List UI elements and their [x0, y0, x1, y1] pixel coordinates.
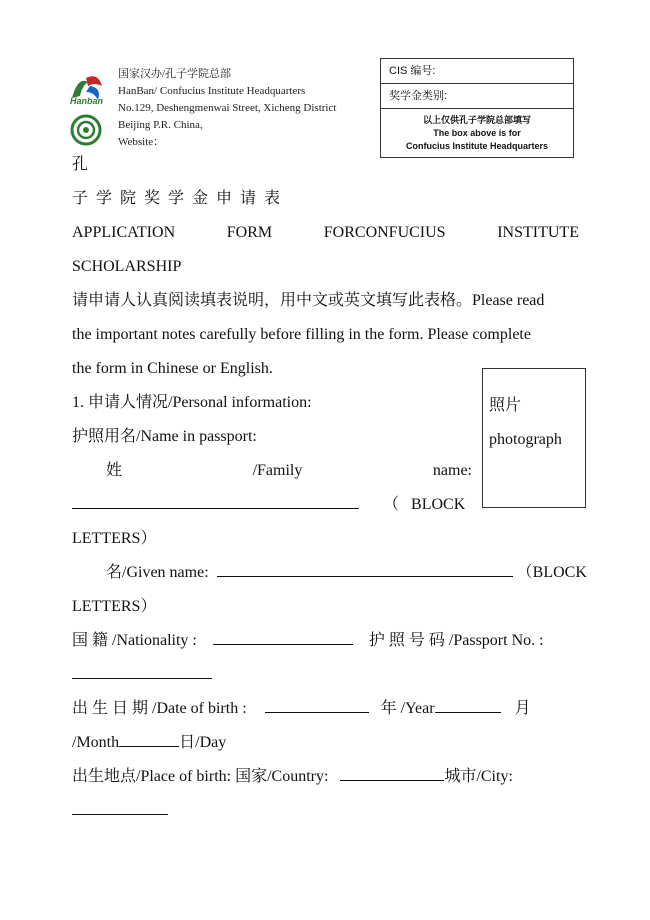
- dob-month-label: /Month: [72, 734, 120, 751]
- title-cn: 子 学 院 奖 学 金 申 请 表: [72, 190, 283, 207]
- hanban-logo-text: Hanban: [70, 96, 104, 106]
- office-use-note: [381, 109, 573, 153]
- cis-number-field[interactable]: [381, 59, 573, 84]
- nationality-input[interactable]: [213, 628, 353, 645]
- title-first-char: 孔: [72, 156, 89, 173]
- pob-city-input[interactable]: [72, 798, 168, 815]
- org-address: No.129, Deshengmenwai Street, Xicheng District: [118, 102, 337, 114]
- family-open-paren: （: [383, 496, 400, 513]
- photo-label-en: photograph: [489, 431, 562, 448]
- title-en-line1: [72, 216, 579, 250]
- dob-month-cn-label: 月: [514, 700, 531, 717]
- nationality-label: 国 籍 /Nationality :: [72, 632, 197, 649]
- family-name-suffix: name:: [432, 462, 472, 479]
- org-website: Website：: [118, 136, 165, 148]
- passport-name-label: 护照用名/Name in passport:: [72, 428, 257, 445]
- pob-label: 出生地点/Place of birth: 国家/Country:: [72, 768, 329, 785]
- confucius-institute-logo-icon: [70, 114, 102, 146]
- given-block-label: （BLOCK: [516, 564, 587, 581]
- given-name-label: 名/Given name:: [106, 564, 209, 581]
- dob-row: [72, 692, 531, 726]
- pob-city-label: 城市/City:: [444, 768, 513, 785]
- office-note-en1: The box above is for: [433, 128, 521, 138]
- nationality-row: [72, 624, 544, 658]
- given-name-input[interactable]: [217, 560, 513, 577]
- title-word-form: FORM: [226, 224, 273, 241]
- instructions-line2: the important notes carefully before filling in the form. Please complete: [72, 326, 531, 343]
- pob-country-input[interactable]: [340, 764, 444, 781]
- scholarship-type-field[interactable]: [381, 84, 573, 109]
- title-word-forconfucius: FORCONFUCIUS: [323, 224, 446, 241]
- title-en-line2: SCHOLARSHIP: [72, 258, 182, 275]
- pob-row: [72, 760, 513, 794]
- passport-no-input[interactable]: [72, 662, 212, 679]
- dob-month-input[interactable]: [119, 730, 179, 747]
- family-letters-label: LETTERS）: [72, 530, 157, 547]
- dob-year-suffix-input[interactable]: [435, 696, 501, 713]
- passport-no-input-row: [72, 658, 212, 692]
- title-word-application: APPLICATION: [72, 224, 176, 241]
- scholarship-type-label: 奖学金类别:: [389, 90, 448, 102]
- pob-row2: [72, 794, 168, 828]
- org-city: Beijing P.R. China,: [118, 119, 203, 131]
- cis-number-label: CIS 编号:: [389, 65, 436, 77]
- family-name-cn: 姓: [106, 462, 123, 479]
- dob-day-label: 日/Day: [179, 734, 227, 751]
- family-name-en: /Family: [252, 462, 303, 479]
- family-name-input-row: [72, 488, 472, 522]
- hanban-logo: [68, 72, 108, 108]
- org-name-cn: 国家汉办/孔子学院总部: [118, 68, 232, 80]
- header-org-info: [118, 66, 336, 151]
- office-note-cn: 以上仅供孔子学院总部填写: [422, 115, 531, 125]
- instructions-line1: 请申请人认真阅读填表说明，用中文或英文填写此表格。Please read: [72, 292, 545, 309]
- instructions-line3: the form in Chinese or English.: [72, 360, 273, 377]
- section1-heading: 1. 申请人情况/Personal information:: [72, 394, 312, 411]
- title-word-institute: INSTITUTE: [497, 224, 579, 241]
- org-name-en: HanBan/ Confucius Institute Headquarters: [118, 85, 306, 97]
- photo-label-cn: 照片: [489, 397, 522, 414]
- family-name-row: [106, 454, 472, 488]
- office-note-en2: Confucius Institute Headquarters: [405, 141, 549, 151]
- dob-label: 出 生 日 期 /Date of birth :: [72, 700, 247, 717]
- given-letters-label: LETTERS）: [72, 598, 157, 615]
- family-name-input[interactable]: [72, 492, 359, 509]
- photo-box[interactable]: [482, 368, 586, 508]
- family-block-label: BLOCK: [411, 496, 466, 513]
- given-name-row: [106, 556, 587, 590]
- office-use-box: [380, 58, 574, 158]
- passport-no-label: 护 照 号 码 /Passport No. :: [368, 632, 544, 649]
- dob-year-label: 年 /Year: [380, 700, 435, 717]
- dob-row2: [72, 726, 226, 760]
- dob-year-input[interactable]: [265, 696, 369, 713]
